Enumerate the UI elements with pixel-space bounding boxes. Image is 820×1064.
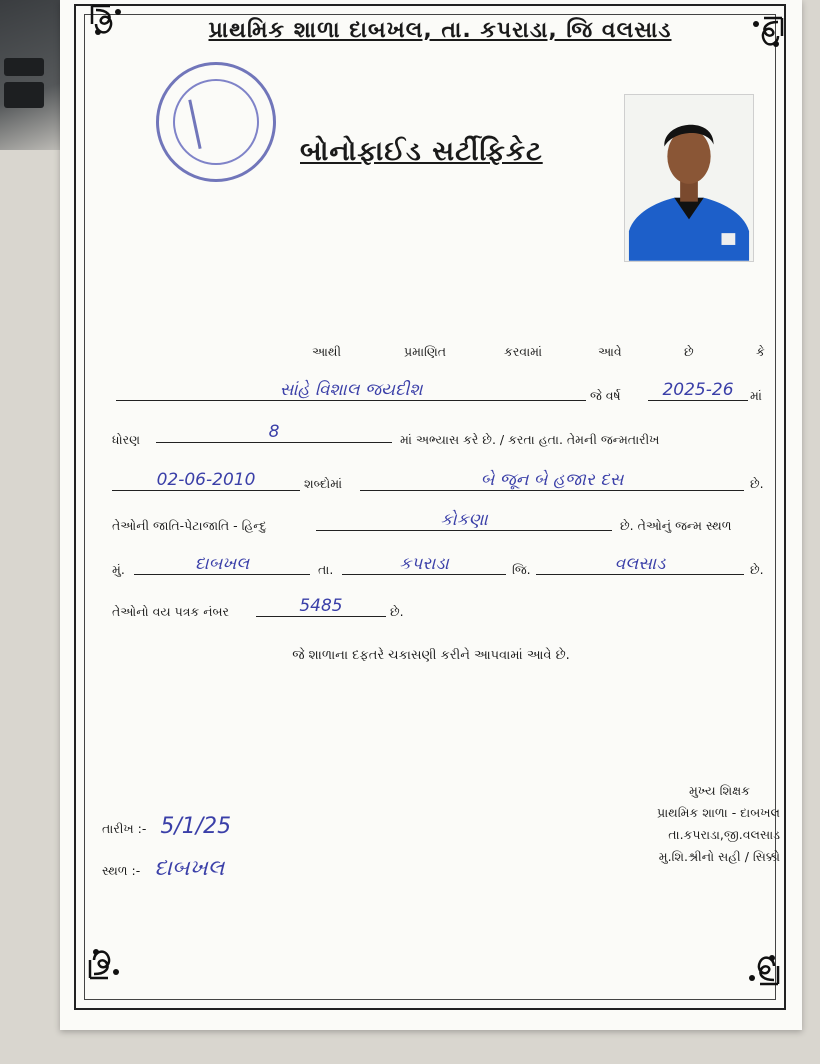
declaration-word: આથી xyxy=(312,344,342,359)
signatory-role: મુખ્ય શિક્ષક xyxy=(689,783,750,798)
taluka-label: તા. xyxy=(318,562,334,577)
village-field: દાબખલ xyxy=(134,554,310,575)
birthplace-suffix: છે. xyxy=(750,562,764,577)
date-row xyxy=(102,814,231,839)
place-row xyxy=(102,856,224,881)
signatory-school: પ્રાથમિક શાળા - દાબખલ xyxy=(657,805,780,820)
year-suffix: માં xyxy=(750,388,762,403)
date-value: 5/1/25 xyxy=(160,814,232,839)
student-name-field: સાંહે વિશાલ જયદીશ xyxy=(116,380,586,401)
declaration-word: પ્રમાણિત xyxy=(404,344,447,359)
register-number-field: 5485 xyxy=(256,596,386,617)
school-stamp xyxy=(156,62,276,182)
standard-label: ધોરણ xyxy=(112,432,140,447)
dob-words-label: શબ્દોમાં xyxy=(304,476,343,491)
signatory-address: તા.કપરાડા,જી.વલસાડ xyxy=(668,827,780,842)
district-label: જિ. xyxy=(512,562,531,577)
verification-note: જે શાળાના દફતરે ચકાસણી કરીને આપવામાં આવે છે. xyxy=(292,648,570,663)
taluka-field: કપરાડા xyxy=(342,554,506,575)
caste-label: તેઓની જાતિ-પેટાજાતિ - હિન્દુ xyxy=(112,518,267,533)
corner-ornament-icon xyxy=(736,942,782,988)
declaration-word: છે xyxy=(684,344,694,359)
corner-ornament-icon xyxy=(740,14,786,60)
corner-ornament-icon xyxy=(86,936,132,982)
school-header: પ્રાથમિક શાળા દાબખલ, તા. કપરાડા, જિ વલસાડ xyxy=(208,18,672,43)
academic-year-field: 2025-26 xyxy=(648,380,748,401)
register-label: તેઓનો વય પત્રક નંબર xyxy=(112,604,230,619)
standard-field: 8 xyxy=(156,422,392,443)
place-label: સ્થળ :- xyxy=(102,863,141,878)
village-label: મું. xyxy=(112,562,125,577)
dob-words-field: બે જૂન બે હજાર દસ xyxy=(360,470,744,491)
place-value: દાબખલ xyxy=(154,856,225,881)
district-field: વલસાડ xyxy=(536,554,744,575)
dob-suffix: છે. xyxy=(750,476,764,491)
signatory-block xyxy=(580,780,780,868)
year-label: જે વર્ષ xyxy=(590,388,621,403)
declaration-word: કે xyxy=(756,344,765,359)
certificate-title: બોનોફાઈડ સર્ટીફિકેટ xyxy=(300,136,543,167)
declaration-word: કરવામાં xyxy=(504,344,543,359)
signature-label: મુ.શિ.શ્રીનો સહી / સિક્કો xyxy=(658,849,780,864)
date-label: તારીખ :- xyxy=(102,821,147,836)
dob-field: 02-06-2010 xyxy=(112,470,300,491)
corner-ornament-icon xyxy=(88,2,134,48)
register-suffix: છે. xyxy=(390,604,404,619)
certificate-paper xyxy=(60,0,802,1030)
standard-text: માં અભ્યાસ કરે છે. / કરતા હતા. તેમની જન્મતારીખ xyxy=(400,432,660,447)
caste-field: કોકણા xyxy=(316,510,612,531)
student-photo xyxy=(624,94,754,262)
caste-suffix: છે. તેઓનું જન્મ સ્થળ xyxy=(620,518,732,533)
declaration-word: આવે xyxy=(598,344,622,359)
